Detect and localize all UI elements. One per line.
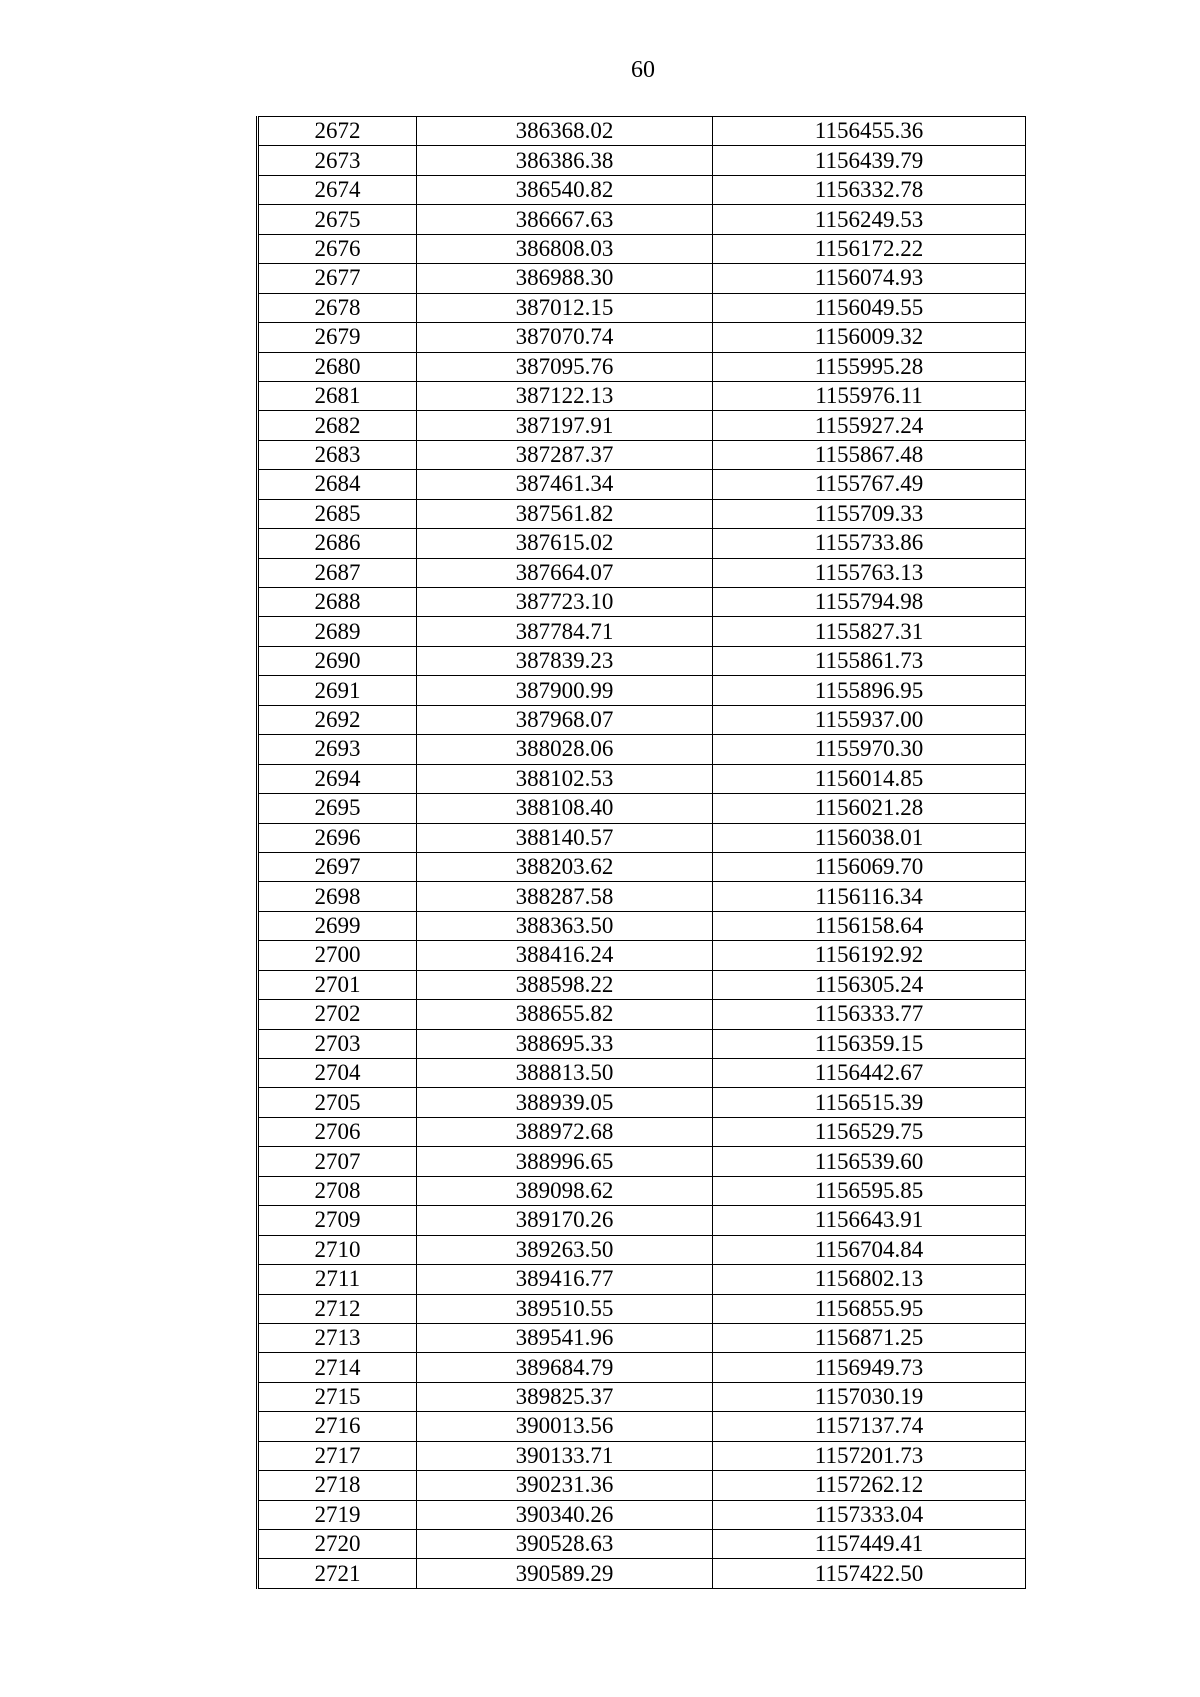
table-row: [258, 1235, 1026, 1264]
x-coordinate-cell: 390231.36: [417, 1471, 713, 1500]
x-coordinate-cell: 389541.96: [417, 1323, 713, 1352]
x-coordinate-cell: 387122.13: [417, 381, 713, 410]
y-coordinate-cell: 1156595.85: [713, 1176, 1026, 1205]
y-coordinate-cell: 1156643.91: [713, 1206, 1026, 1235]
y-coordinate-cell: 1157137.74: [713, 1412, 1026, 1441]
y-coordinate-cell: 1156704.84: [713, 1235, 1026, 1264]
coordinates-table: [256, 116, 1026, 1589]
x-coordinate-cell: 390013.56: [417, 1412, 713, 1441]
x-coordinate-cell: 387461.34: [417, 470, 713, 499]
table-row: [258, 1441, 1026, 1470]
table-row: [258, 1294, 1026, 1323]
point-number-cell: 2676: [258, 234, 417, 263]
y-coordinate-cell: 1156074.93: [713, 264, 1026, 293]
x-coordinate-cell: 388028.06: [417, 735, 713, 764]
table-row: [258, 1000, 1026, 1029]
y-coordinate-cell: 1156515.39: [713, 1088, 1026, 1117]
table-row: [258, 1559, 1026, 1588]
page-number: 60: [631, 57, 655, 83]
y-coordinate-cell: 1157422.50: [713, 1559, 1026, 1588]
y-coordinate-cell: 1155763.13: [713, 558, 1026, 587]
x-coordinate-cell: 386540.82: [417, 175, 713, 204]
point-number-cell: 2691: [258, 676, 417, 705]
y-coordinate-cell: 1156949.73: [713, 1353, 1026, 1382]
point-number-cell: 2711: [258, 1265, 417, 1294]
point-number-cell: 2682: [258, 411, 417, 440]
table-row: [258, 676, 1026, 705]
table-body: [258, 117, 1026, 1589]
y-coordinate-cell: 1156158.64: [713, 911, 1026, 940]
point-number-cell: 2708: [258, 1176, 417, 1205]
table-row: [258, 440, 1026, 469]
table-row: [258, 293, 1026, 322]
table-row: [258, 234, 1026, 263]
point-number-cell: 2688: [258, 588, 417, 617]
x-coordinate-cell: 387561.82: [417, 499, 713, 528]
x-coordinate-cell: 387839.23: [417, 646, 713, 675]
point-number-cell: 2710: [258, 1235, 417, 1264]
point-number-cell: 2690: [258, 646, 417, 675]
point-number-cell: 2679: [258, 323, 417, 352]
x-coordinate-cell: 387968.07: [417, 705, 713, 734]
table-row: [258, 911, 1026, 940]
y-coordinate-cell: 1156014.85: [713, 764, 1026, 793]
table-row: [258, 381, 1026, 410]
y-coordinate-cell: 1157201.73: [713, 1441, 1026, 1470]
point-number-cell: 2696: [258, 823, 417, 852]
point-number-cell: 2693: [258, 735, 417, 764]
y-coordinate-cell: 1155709.33: [713, 499, 1026, 528]
y-coordinate-cell: 1156332.78: [713, 175, 1026, 204]
x-coordinate-cell: 388655.82: [417, 1000, 713, 1029]
table-row: [258, 1412, 1026, 1441]
x-coordinate-cell: 388203.62: [417, 852, 713, 881]
y-coordinate-cell: 1157333.04: [713, 1500, 1026, 1529]
table-row: [258, 764, 1026, 793]
y-coordinate-cell: 1157030.19: [713, 1382, 1026, 1411]
x-coordinate-cell: 386386.38: [417, 146, 713, 175]
x-coordinate-cell: 387784.71: [417, 617, 713, 646]
point-number-cell: 2701: [258, 970, 417, 999]
table-row: [258, 323, 1026, 352]
point-number-cell: 2677: [258, 264, 417, 293]
x-coordinate-cell: 388598.22: [417, 970, 713, 999]
y-coordinate-cell: 1156455.36: [713, 117, 1026, 146]
point-number-cell: 2714: [258, 1353, 417, 1382]
x-coordinate-cell: 390528.63: [417, 1530, 713, 1559]
point-number-cell: 2681: [258, 381, 417, 410]
point-number-cell: 2673: [258, 146, 417, 175]
y-coordinate-cell: 1156871.25: [713, 1323, 1026, 1352]
table-row: [258, 470, 1026, 499]
table-row: [258, 1059, 1026, 1088]
table-row: [258, 735, 1026, 764]
x-coordinate-cell: 389098.62: [417, 1176, 713, 1205]
point-number-cell: 2709: [258, 1206, 417, 1235]
x-coordinate-cell: 387095.76: [417, 352, 713, 381]
table-row: [258, 705, 1026, 734]
point-number-cell: 2680: [258, 352, 417, 381]
x-coordinate-cell: 387012.15: [417, 293, 713, 322]
table-row: [258, 941, 1026, 970]
y-coordinate-cell: 1156359.15: [713, 1029, 1026, 1058]
point-number-cell: 2687: [258, 558, 417, 587]
point-number-cell: 2699: [258, 911, 417, 940]
table-row: [258, 117, 1026, 146]
x-coordinate-cell: 389684.79: [417, 1353, 713, 1382]
x-coordinate-cell: 390589.29: [417, 1559, 713, 1588]
y-coordinate-cell: 1156529.75: [713, 1117, 1026, 1146]
x-coordinate-cell: 388108.40: [417, 794, 713, 823]
y-coordinate-cell: 1157449.41: [713, 1530, 1026, 1559]
point-number-cell: 2718: [258, 1471, 417, 1500]
x-coordinate-cell: 389170.26: [417, 1206, 713, 1235]
y-coordinate-cell: 1155976.11: [713, 381, 1026, 410]
x-coordinate-cell: 388363.50: [417, 911, 713, 940]
x-coordinate-cell: 386988.30: [417, 264, 713, 293]
y-coordinate-cell: 1155867.48: [713, 440, 1026, 469]
x-coordinate-cell: 387070.74: [417, 323, 713, 352]
x-coordinate-cell: 389263.50: [417, 1235, 713, 1264]
table-row: [258, 1117, 1026, 1146]
table-row: [258, 646, 1026, 675]
point-number-cell: 2705: [258, 1088, 417, 1117]
point-number-cell: 2712: [258, 1294, 417, 1323]
x-coordinate-cell: 388695.33: [417, 1029, 713, 1058]
table-row: [258, 1147, 1026, 1176]
table-row: [258, 794, 1026, 823]
x-coordinate-cell: 390340.26: [417, 1500, 713, 1529]
point-number-cell: 2674: [258, 175, 417, 204]
y-coordinate-cell: 1156802.13: [713, 1265, 1026, 1294]
x-coordinate-cell: 390133.71: [417, 1441, 713, 1470]
point-number-cell: 2672: [258, 117, 417, 146]
point-number-cell: 2684: [258, 470, 417, 499]
x-coordinate-cell: 387615.02: [417, 529, 713, 558]
point-number-cell: 2719: [258, 1500, 417, 1529]
x-coordinate-cell: 388140.57: [417, 823, 713, 852]
point-number-cell: 2720: [258, 1530, 417, 1559]
point-number-cell: 2694: [258, 764, 417, 793]
table-row: [258, 882, 1026, 911]
table-row: [258, 1382, 1026, 1411]
table-row: [258, 558, 1026, 587]
x-coordinate-cell: 389825.37: [417, 1382, 713, 1411]
table-row: [258, 499, 1026, 528]
table-row: [258, 1530, 1026, 1559]
x-coordinate-cell: 388416.24: [417, 941, 713, 970]
y-coordinate-cell: 1155937.00: [713, 705, 1026, 734]
y-coordinate-cell: 1155927.24: [713, 411, 1026, 440]
point-number-cell: 2695: [258, 794, 417, 823]
table-row: [258, 205, 1026, 234]
x-coordinate-cell: 388287.58: [417, 882, 713, 911]
y-coordinate-cell: 1156305.24: [713, 970, 1026, 999]
y-coordinate-cell: 1155896.95: [713, 676, 1026, 705]
y-coordinate-cell: 1155970.30: [713, 735, 1026, 764]
x-coordinate-cell: 389416.77: [417, 1265, 713, 1294]
table-row: [258, 146, 1026, 175]
table-row: [258, 852, 1026, 881]
y-coordinate-cell: 1156116.34: [713, 882, 1026, 911]
y-coordinate-cell: 1156009.32: [713, 323, 1026, 352]
y-coordinate-cell: 1155995.28: [713, 352, 1026, 381]
point-number-cell: 2703: [258, 1029, 417, 1058]
x-coordinate-cell: 388939.05: [417, 1088, 713, 1117]
y-coordinate-cell: 1157262.12: [713, 1471, 1026, 1500]
y-coordinate-cell: 1156539.60: [713, 1147, 1026, 1176]
y-coordinate-cell: 1156172.22: [713, 234, 1026, 263]
y-coordinate-cell: 1156249.53: [713, 205, 1026, 234]
point-number-cell: 2685: [258, 499, 417, 528]
point-number-cell: 2698: [258, 882, 417, 911]
x-coordinate-cell: 387900.99: [417, 676, 713, 705]
y-coordinate-cell: 1156038.01: [713, 823, 1026, 852]
y-coordinate-cell: 1155827.31: [713, 617, 1026, 646]
x-coordinate-cell: 386808.03: [417, 234, 713, 263]
point-number-cell: 2713: [258, 1323, 417, 1352]
y-coordinate-cell: 1156333.77: [713, 1000, 1026, 1029]
x-coordinate-cell: 388972.68: [417, 1117, 713, 1146]
point-number-cell: 2697: [258, 852, 417, 881]
y-coordinate-cell: 1155794.98: [713, 588, 1026, 617]
table-row: [258, 1029, 1026, 1058]
point-number-cell: 2716: [258, 1412, 417, 1441]
point-number-cell: 2692: [258, 705, 417, 734]
x-coordinate-cell: 387664.07: [417, 558, 713, 587]
table-row: [258, 1088, 1026, 1117]
table-row: [258, 617, 1026, 646]
table-row: [258, 411, 1026, 440]
x-coordinate-cell: 388813.50: [417, 1059, 713, 1088]
table-row: [258, 529, 1026, 558]
table-row: [258, 1323, 1026, 1352]
table-row: [258, 1206, 1026, 1235]
point-number-cell: 2686: [258, 529, 417, 558]
table-row: [258, 823, 1026, 852]
x-coordinate-cell: 388996.65: [417, 1147, 713, 1176]
point-number-cell: 2683: [258, 440, 417, 469]
y-coordinate-cell: 1155733.86: [713, 529, 1026, 558]
table-row: [258, 352, 1026, 381]
table-row: [258, 1500, 1026, 1529]
table-row: [258, 1353, 1026, 1382]
point-number-cell: 2715: [258, 1382, 417, 1411]
y-coordinate-cell: 1156855.95: [713, 1294, 1026, 1323]
y-coordinate-cell: 1156021.28: [713, 794, 1026, 823]
table-row: [258, 1265, 1026, 1294]
y-coordinate-cell: 1156049.55: [713, 293, 1026, 322]
x-coordinate-cell: 387197.91: [417, 411, 713, 440]
y-coordinate-cell: 1156069.70: [713, 852, 1026, 881]
point-number-cell: 2675: [258, 205, 417, 234]
x-coordinate-cell: 386667.63: [417, 205, 713, 234]
table-row: [258, 970, 1026, 999]
point-number-cell: 2704: [258, 1059, 417, 1088]
point-number-cell: 2707: [258, 1147, 417, 1176]
x-coordinate-cell: 387287.37: [417, 440, 713, 469]
y-coordinate-cell: 1156439.79: [713, 146, 1026, 175]
y-coordinate-cell: 1155767.49: [713, 470, 1026, 499]
point-number-cell: 2700: [258, 941, 417, 970]
point-number-cell: 2689: [258, 617, 417, 646]
table-row: [258, 1471, 1026, 1500]
x-coordinate-cell: 386368.02: [417, 117, 713, 146]
y-coordinate-cell: 1155861.73: [713, 646, 1026, 675]
point-number-cell: 2702: [258, 1000, 417, 1029]
x-coordinate-cell: 387723.10: [417, 588, 713, 617]
table-row: [258, 588, 1026, 617]
point-number-cell: 2717: [258, 1441, 417, 1470]
point-number-cell: 2678: [258, 293, 417, 322]
x-coordinate-cell: 389510.55: [417, 1294, 713, 1323]
point-number-cell: 2706: [258, 1117, 417, 1146]
table-row: [258, 1176, 1026, 1205]
x-coordinate-cell: 388102.53: [417, 764, 713, 793]
table-row: [258, 264, 1026, 293]
table-row: [258, 175, 1026, 204]
y-coordinate-cell: 1156442.67: [713, 1059, 1026, 1088]
y-coordinate-cell: 1156192.92: [713, 941, 1026, 970]
point-number-cell: 2721: [258, 1559, 417, 1588]
